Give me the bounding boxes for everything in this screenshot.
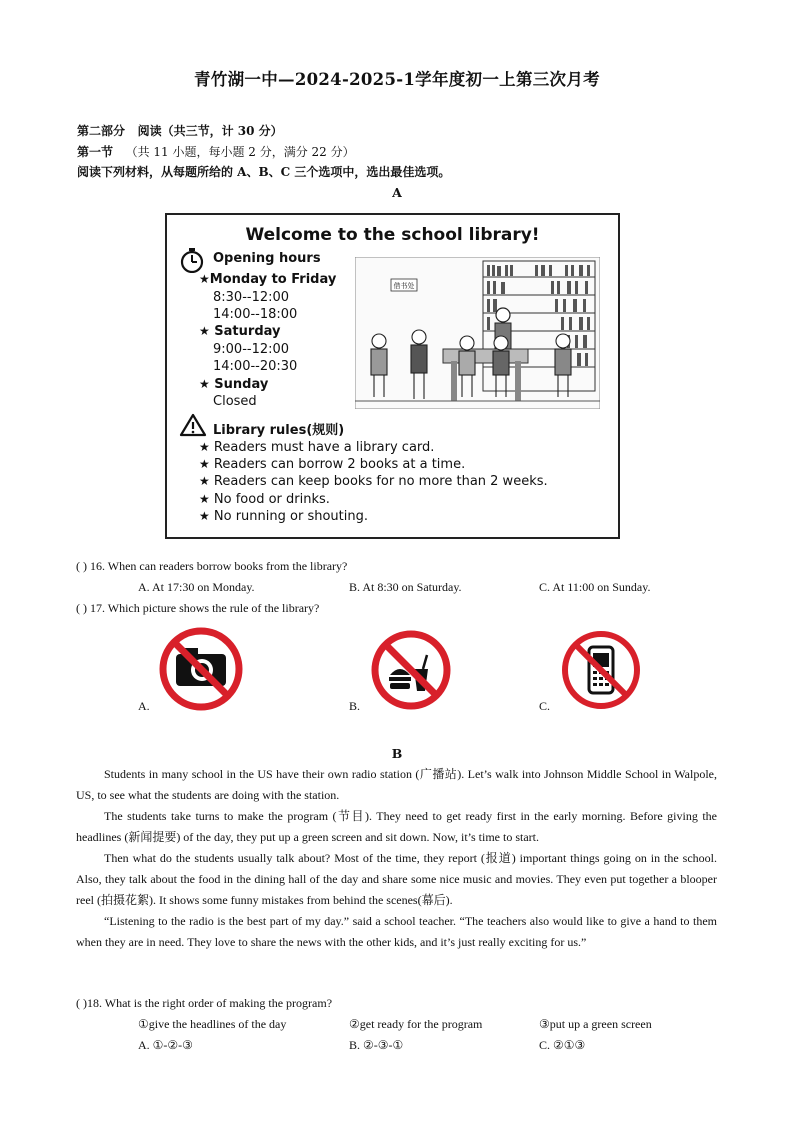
- no-food-drink-icon: [370, 629, 452, 711]
- sub-header: [77, 143, 355, 160]
- no-phone-icon: [560, 629, 642, 711]
- rule-item: ★ Readers can borrow 2 books at a time.: [199, 457, 466, 472]
- paragraph: “Listening to the radio is the best part of my day.” said a school teacher. “The teachers also would like to give a hand to them when they are in need. They love to share the news with the other kids, and it’s just really exciting for us.”: [76, 914, 717, 949]
- rules-title: Library rules(规则): [213, 423, 345, 438]
- q17-option-a[interactable]: A.: [138, 699, 150, 713]
- sunday-label: Sunday: [214, 377, 269, 392]
- instruction: 阅读下列材料，从每题所给的 A、B、C 三个选项中，选出最佳选项。: [77, 165, 451, 179]
- saturday-am: 9:00--12:00: [213, 342, 290, 357]
- star-icon: ★: [199, 440, 210, 454]
- q18-option-a[interactable]: A. ①-②-③: [138, 1038, 193, 1052]
- rule-item: ★ No food or drinks.: [199, 492, 330, 507]
- star-icon: ★: [199, 457, 210, 471]
- warning-icon: [179, 413, 207, 437]
- q16-option-a[interactable]: A. At 17:30 on Monday.: [138, 580, 255, 594]
- exam-title: 青竹湖一中—2024-2025-1学年度初一上第三次月考: [194, 70, 600, 89]
- sunday-row: [199, 377, 268, 392]
- paragraph: The students take turns to make the program (节目). They need to get ready first in the early morning. Before giving the headlines (新闻提要) of the day, they put up a green screen and sit down. Now, it’s time to start.: [76, 809, 717, 844]
- star-icon: ★: [199, 492, 210, 506]
- board-text: 借书处: [393, 282, 415, 290]
- passage-b-body: [76, 764, 717, 953]
- q18-option-c[interactable]: C. ②①③: [539, 1038, 586, 1052]
- star-icon: ★: [199, 509, 210, 523]
- star-icon: ★: [199, 272, 210, 286]
- q17-option-c[interactable]: C.: [539, 699, 551, 713]
- paragraph: Students in many school in the US have their own radio station (广播站). Let’s walk into Johnson Middle School in Walpole, US, to see what the students are doing with the station.: [76, 767, 717, 802]
- weekday-row: [199, 272, 336, 287]
- hours-title: Opening hours: [213, 251, 321, 266]
- q16-option-c[interactable]: C. At 11:00 on Sunday.: [539, 580, 651, 594]
- q17-option-b[interactable]: B.: [349, 699, 361, 713]
- sub-text: （共 11 小题，每小题 2 分，满分 22 分）: [125, 145, 355, 159]
- stopwatch-icon: [179, 247, 205, 273]
- question-17-stem: ( ) 17. Which picture shows the rule of the library?: [76, 601, 320, 615]
- rule-item: ★ No running or shouting.: [199, 509, 368, 524]
- weekday-am: 8:30--12:00: [213, 290, 290, 305]
- sub-label: 第一节: [77, 145, 114, 159]
- q18-item-2: ②get ready for the program: [349, 1017, 483, 1031]
- saturday-row: [199, 324, 280, 339]
- q18-item-3: ③put up a green screen: [539, 1017, 652, 1031]
- question-18-stem: ( )18. What is the right order of making the program?: [76, 996, 333, 1010]
- q18-item-1: ①give the headlines of the day: [138, 1017, 287, 1031]
- no-camera-icon: [158, 626, 244, 712]
- star-icon: ★: [199, 474, 210, 488]
- saturday-label: Saturday: [214, 324, 281, 339]
- saturday-pm: 14:00--20:30: [213, 359, 298, 374]
- q18-option-b[interactable]: B. ②-③-①: [349, 1038, 404, 1052]
- part-header: [77, 122, 283, 139]
- poster-heading: Welcome to the school library!: [245, 225, 540, 245]
- desk: [443, 349, 528, 363]
- passage-a-label: A: [392, 185, 402, 200]
- sunday-value: Closed: [213, 394, 257, 409]
- rule-item: ★ Readers must have a library card.: [199, 440, 435, 455]
- library-illustration: [355, 257, 600, 409]
- weekday-pm: 14:00--18:00: [213, 307, 298, 322]
- q16-option-b[interactable]: B. At 8:30 on Saturday.: [349, 580, 462, 594]
- passage-b-label: B: [391, 746, 403, 761]
- paragraph: Then what do the students usually talk about? Most of the time, they report (报道) important things going on in the school. Also, they talk about the food in the dining hall of the day and share some nice music and movies. They even put together a blooper reel (拍摄花絮). It shows some funny mistakes from behind the scenes(幕后).: [76, 851, 717, 907]
- star-icon: ★: [199, 324, 210, 338]
- question-16-stem: ( ) 16. When can readers borrow books from the library?: [76, 559, 348, 573]
- star-icon: ★: [199, 377, 210, 391]
- part-label: 第二部分: [77, 124, 126, 138]
- weekday-label: Monday to Friday: [209, 272, 337, 287]
- rule-item: ★ Readers can keep books for no more than 2 weeks.: [199, 474, 548, 489]
- library-poster: [165, 213, 620, 539]
- part-text: 阅读（共三节，计 30 分）: [137, 124, 283, 138]
